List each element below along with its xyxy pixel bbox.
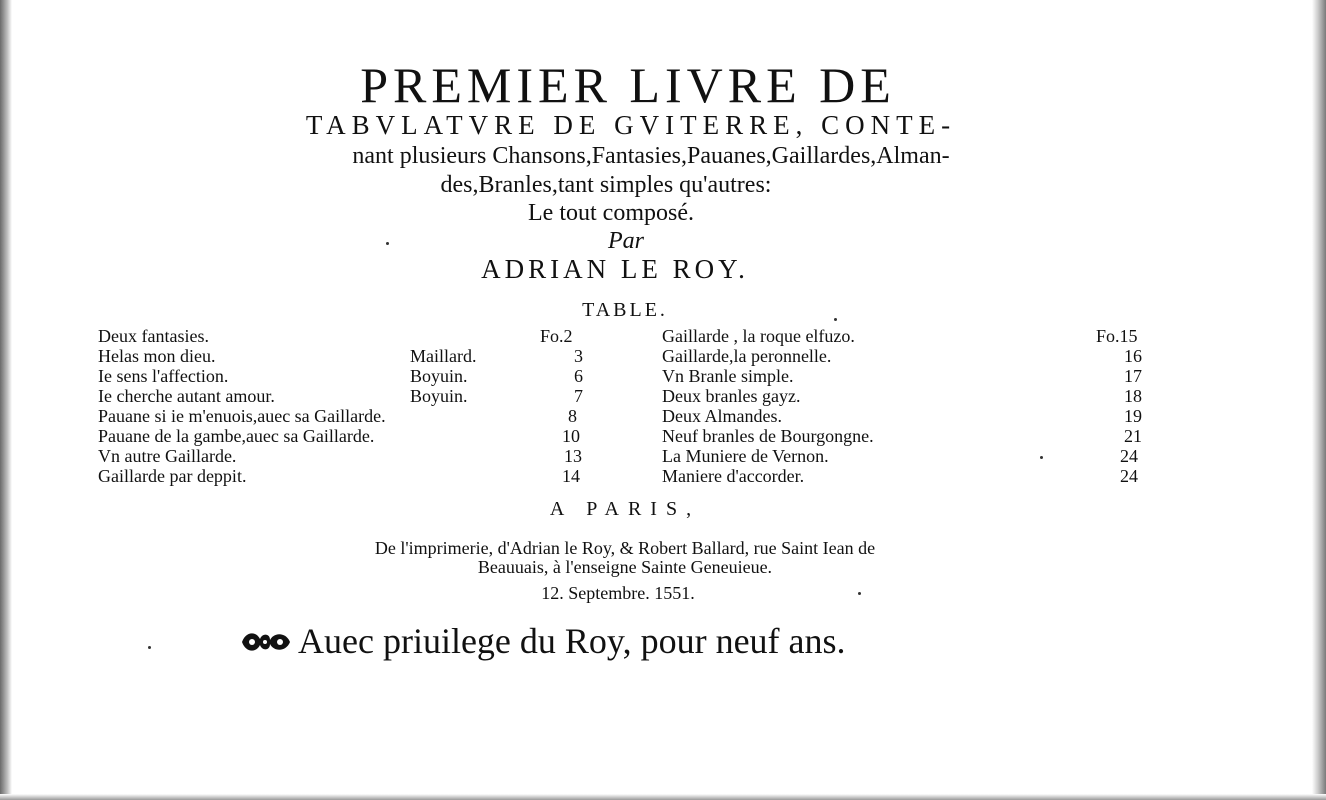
ink-speck	[858, 592, 861, 595]
toc-entry-folio: 19	[1124, 406, 1142, 426]
toc-entry-folio: 7	[574, 386, 583, 406]
toc-entry-folio: 24	[1120, 446, 1138, 466]
toc-entry-folio: 13	[564, 446, 582, 466]
toc-entry-title: Maniere d'accorder.	[662, 466, 805, 486]
ink-speck	[1040, 456, 1043, 459]
toc-entry-title: Deux branles gayz.	[662, 386, 801, 406]
author-name: ADRIAN LE ROY.	[481, 254, 749, 284]
title-line-par: Par	[608, 228, 644, 254]
toc-entry-title: Deux Almandes.	[662, 406, 782, 426]
ink-speck	[386, 242, 389, 245]
toc-entry-folio: 3	[574, 346, 583, 366]
toc-entry-folio: 6	[574, 366, 583, 386]
privilege-text: Auec priuilege du Roy, pour neuf ans.	[298, 621, 846, 661]
toc-entry-title: Pauane de la gambe,auec sa Gaillarde.	[98, 426, 375, 446]
title-line-5: Le tout composé.	[528, 200, 694, 226]
toc-right-entry	[0, 466, 1326, 488]
toc-entry-folio: 10	[562, 426, 580, 446]
toc-right-entry	[0, 426, 1326, 448]
toc-entry-folio: 16	[1124, 346, 1142, 366]
toc-entry-author: Maillard.	[410, 346, 477, 366]
toc-entry-folio: 8	[568, 406, 577, 426]
toc-entry-folio: Fo.2	[540, 326, 573, 346]
toc-entry-title: Helas mon dieu.	[98, 346, 216, 366]
toc-entry-author: Boyuin.	[410, 366, 468, 386]
toc-right-entry	[0, 346, 1326, 368]
table-heading: TABLE.	[582, 299, 668, 321]
title-line-4: des,Branles,tant simples qu'autres:	[440, 172, 772, 198]
imprint-line-1: De l'imprimerie, d'Adrian le Roy, & Robert Ballard, rue Saint Iean de	[374, 538, 876, 558]
toc-right-entry	[0, 406, 1326, 428]
toc-entry-folio: 18	[1124, 386, 1142, 406]
toc-entry-folio: Fo.15	[1096, 326, 1138, 346]
title-line-3: nant plusieurs Chansons,Fantasies,Pauanes,Gaillardes,Alman-	[352, 143, 950, 169]
toc-right-entry	[0, 446, 1326, 468]
toc-entry-title: Gaillarde par deppit.	[98, 466, 247, 486]
toc-entry-title: Vn autre Gaillarde.	[98, 446, 237, 466]
title-line-1: PREMIER LIVRE DE	[360, 57, 896, 113]
toc-entry-folio: 17	[1124, 366, 1142, 386]
toc-entry-title: Vn Branle simple.	[662, 366, 794, 386]
toc-right-entry	[0, 326, 1326, 348]
toc-entry-title: La Muniere de Vernon.	[662, 446, 829, 466]
toc-entry-title: Deux fantasies.	[98, 326, 209, 346]
toc-right-entry	[0, 386, 1326, 408]
page-edge-bottom	[0, 794, 1326, 800]
imprint-line-2: Beauuais, à l'enseigne Sainte Geneuieue.	[477, 557, 773, 577]
toc-entry-folio: 24	[1120, 466, 1138, 486]
toc-entry-folio: 14	[562, 466, 580, 486]
privilege-line	[240, 620, 846, 662]
toc-entry-title: Gaillarde,la peronnelle.	[662, 346, 832, 366]
fleuron-ornament-icon	[240, 627, 292, 657]
toc-entry-title: Ie cherche autant amour.	[98, 386, 275, 406]
toc-entry-title: Neuf branles de Bourgongne.	[662, 426, 874, 446]
toc-entry-title: Ie sens l'affection.	[98, 366, 229, 386]
toc-right-entry	[0, 366, 1326, 388]
toc-entry-title: Pauane si ie m'enuois,auec sa Gaillarde.	[98, 406, 386, 426]
imprint-date: 12. Septembre. 1551.	[541, 583, 695, 603]
title-line-2: TABVLATVRE DE GVITERRE, CONTE-	[305, 110, 957, 140]
ink-speck	[834, 318, 837, 321]
toc-entry-title: Gaillarde , la roque elfuzo.	[662, 326, 855, 346]
toc-entry-author: Boyuin.	[410, 386, 468, 406]
ink-speck	[148, 646, 151, 649]
toc-entry-folio: 21	[1124, 426, 1142, 446]
imprint-city: A PARIS,	[549, 498, 701, 520]
